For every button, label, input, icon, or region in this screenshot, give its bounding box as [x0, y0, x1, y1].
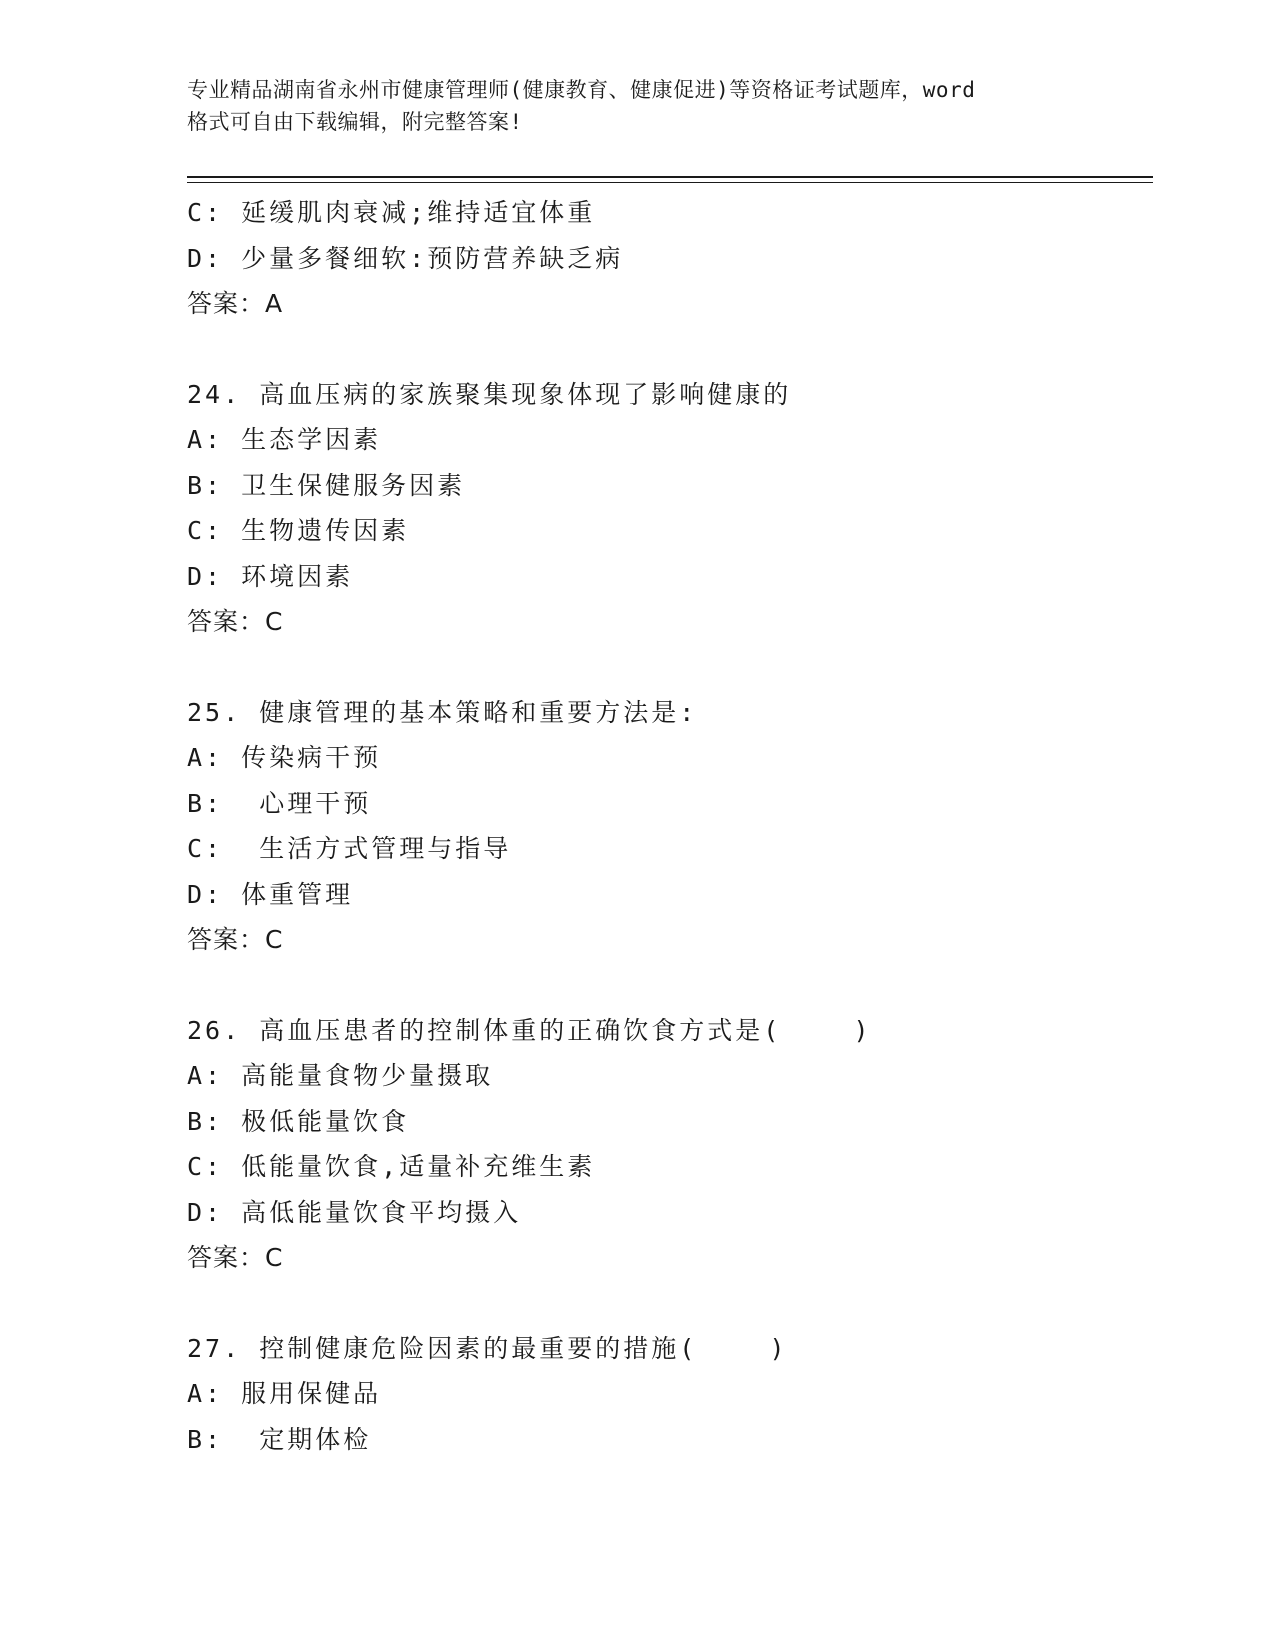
- option-d: D: 高低能量饮食平均摄入: [187, 1197, 522, 1227]
- question-27: [187, 1326, 1147, 1463]
- option-d: D: 少量多餐细软:预防营养缺乏病: [187, 243, 624, 273]
- option-c: C: 生物遗传因素: [187, 516, 410, 545]
- question-stem: 25. 健康管理的基本策略和重要方法是:: [187, 697, 698, 727]
- option-d: D: 环境因素: [187, 561, 354, 591]
- answer-line: 答案：C: [187, 1243, 284, 1272]
- spacer: [187, 963, 1147, 1008]
- question-stem: 27. 控制健康危险因素的最重要的措施( ): [187, 1333, 788, 1363]
- option-a: A: 服用保健品: [187, 1379, 382, 1408]
- question-25: [187, 690, 1147, 963]
- header-line-1: 专业精品湖南省永州市健康管理师(健康教育、健康促进)等资格证考试题库，word: [187, 78, 976, 102]
- option-a: A: 传染病干预: [187, 743, 382, 772]
- header-line-2: 格式可自由下载编辑，附完整答案!: [187, 110, 523, 134]
- option-c: C: 延缓肌肉衰减;维持适宜体重: [187, 198, 596, 227]
- question-26: [187, 1008, 1147, 1281]
- option-d: D: 体重管理: [187, 879, 354, 909]
- option-a: A: 生态学因素: [187, 425, 382, 454]
- option-b: B: 卫生保健服务因素: [187, 470, 466, 500]
- header-divider-thin: [187, 182, 1153, 183]
- option-c: C: 低能量饮食,适量补充维生素: [187, 1152, 596, 1181]
- header-divider-thick: [187, 176, 1153, 178]
- answer-line: 答案：A: [187, 289, 284, 318]
- option-b: B: 定期体检: [187, 1424, 372, 1454]
- question-stem: 24. 高血压病的家族聚集现象体现了影响健康的: [187, 379, 792, 409]
- spacer: [187, 327, 1147, 372]
- answer-line: 答案：C: [187, 607, 284, 636]
- option-c: C: 生活方式管理与指导: [187, 834, 512, 863]
- spacer: [187, 645, 1147, 690]
- option-b: B: 极低能量饮食: [187, 1106, 410, 1136]
- question-24: [187, 372, 1147, 645]
- spacer: [187, 1281, 1147, 1326]
- question-23-continued: [187, 190, 1147, 327]
- answer-line: 答案：C: [187, 925, 284, 954]
- question-stem: 26. 高血压患者的控制体重的正确饮食方式是( ): [187, 1015, 872, 1045]
- option-b: B: 心理干预: [187, 788, 372, 818]
- question-list: [187, 190, 1147, 1462]
- document-header: [187, 74, 1087, 138]
- option-a: A: 高能量食物少量摄取: [187, 1061, 494, 1090]
